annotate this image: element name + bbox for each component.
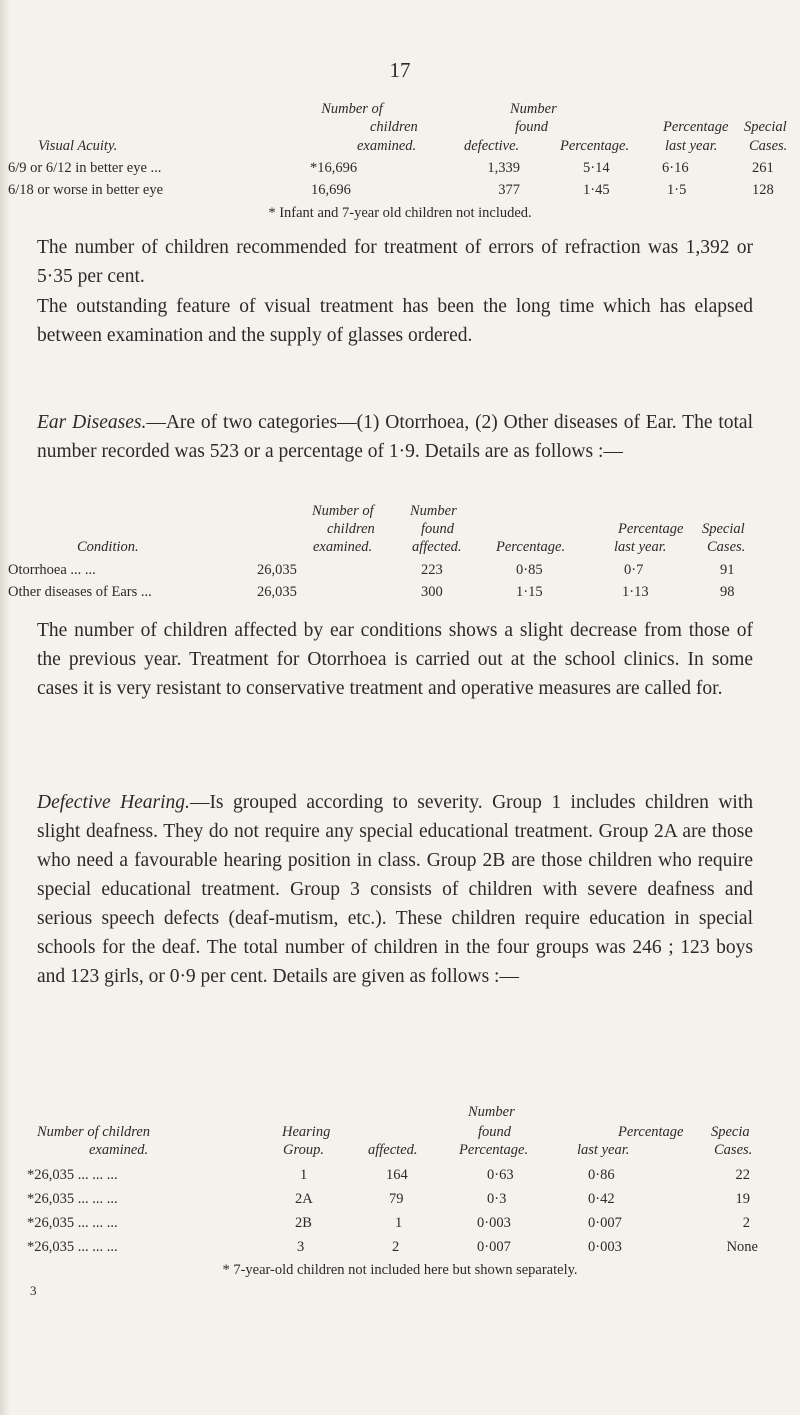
cell-pct: 0·003 (477, 1215, 511, 1231)
row-label: 6/9 or 6/12 in better eye ... (8, 160, 162, 176)
header-found-3: defective. (464, 138, 520, 154)
row-examined: *26,035 ... ... ... (27, 1239, 118, 1255)
cell-pct: 0·63 (487, 1167, 514, 1183)
row-label: Otorrhoea ... ... (8, 562, 96, 578)
ear-text: —Are of two categories—(1) Otorrhoea, (2) Other diseases of Ear. The total number recorded was 523 or a percentage of 1·9. Details are as follows :— (37, 412, 754, 462)
cell-special: 128 (752, 182, 774, 198)
visual-treatment-text: The outstanding feature of visual treatment has been the long time which has elapsed between examination and the supply of glasses ordered. (37, 296, 753, 346)
header-pct: Percentage. (496, 539, 566, 555)
cell-group: 2B (295, 1215, 312, 1231)
header-examined-2: children (370, 119, 418, 135)
refraction-text: The number of children recommended for treatment of errors of refraction was 1,392 or 5·35 per cent. (37, 237, 753, 287)
header-found-2: found (421, 521, 455, 537)
cell-special: 2 (742, 1215, 750, 1231)
header-condition: Condition. (77, 539, 139, 555)
header-found: Number (468, 1104, 515, 1120)
header-examined-2: children (327, 521, 375, 537)
header-visual-acuity: Visual Acuity. (38, 138, 118, 154)
header-special-1: Specia (711, 1124, 750, 1140)
cell-examined: 26,035 (257, 584, 297, 600)
cell-last: 0·86 (588, 1167, 615, 1183)
cell-pct: 1·45 (583, 182, 610, 198)
cell-last: 1·5 (667, 182, 687, 198)
hearing-heading: Defective Hearing. (37, 792, 190, 813)
header-found: Number (510, 101, 557, 117)
cell-pct: 0·3 (487, 1191, 507, 1207)
cell-found: 2 (392, 1239, 400, 1255)
cell-last: 6·16 (662, 160, 689, 176)
row-examined: *26,035 ... ... ... (27, 1167, 118, 1183)
cell-found: 79 (389, 1191, 404, 1207)
hearing-text: —Is grouped according to severity. Group 1 includes children with slight deafness. They do not require any special educational treatment. Group 2A are those who need a favourable hearing position in class. Group 2B are those children who require special educational treatment. Group 3 consists of children with severe deafness and serious speech defects (deaf-mutism, etc.). These children require education in special schools for the deaf. The total number of children in the four groups was 246 ; 123 boys and 123 girls, or 0·9 per cent. Details are given as follows :— (37, 792, 753, 987)
header-found-2: found (515, 119, 549, 135)
header-special-1: Special (744, 119, 787, 135)
cell-special: 261 (752, 160, 774, 176)
header-pct-last-2: last year. (665, 138, 718, 154)
ear-conditions-paragraph (37, 616, 753, 703)
header-special-2: Cases. (707, 539, 746, 555)
ear-heading: Ear Diseases. (37, 412, 147, 433)
cell-found: 1 (395, 1215, 403, 1231)
row-examined: *26,035 ... ... ... (27, 1191, 118, 1207)
header-examined-2: examined. (89, 1142, 149, 1158)
cell-pct: 0·007 (477, 1239, 511, 1255)
header-special-2: Cases. (714, 1142, 753, 1158)
header-examined-3: examined. (313, 539, 373, 555)
header-found-2: found (478, 1124, 512, 1140)
cell-pct: 0·85 (516, 562, 543, 578)
cell-group: 2A (295, 1191, 313, 1207)
cell-special: 19 (735, 1191, 750, 1207)
ear-paragraph (37, 408, 753, 466)
row-label: 6/18 or worse in better eye (8, 182, 164, 198)
cell-found: 300 (421, 584, 443, 600)
cell-found: 164 (386, 1167, 408, 1183)
signature-mark: 3 (30, 1283, 37, 1298)
header-group-2: Group. (283, 1142, 324, 1158)
hearing-footnote: * 7-year-old children not included here but shown separately. (222, 1262, 578, 1278)
header-examined-3: examined. (357, 138, 417, 154)
cell-last: 0·003 (588, 1239, 622, 1255)
cell-last: 1·13 (622, 584, 649, 600)
header-pct: Percentage. (560, 138, 630, 154)
cell-examined: *16,696 (310, 160, 358, 176)
row-examined: *26,035 ... ... ... (27, 1215, 118, 1231)
visual-footnote: * Infant and 7-year old children not included. (268, 205, 532, 221)
cell-special: 22 (735, 1167, 750, 1183)
cell-found: 377 (498, 182, 520, 198)
header-pct-last-1: Percentage (663, 119, 729, 135)
header-special-2: Cases. (749, 138, 788, 154)
header-pct-last-2: last year. (614, 539, 667, 555)
cell-special: 98 (720, 584, 735, 600)
cell-special: None (726, 1239, 758, 1255)
cell-found: 1,339 (487, 160, 520, 176)
header-group: Hearing (282, 1124, 331, 1140)
header-pct-last-2: last year. (577, 1142, 630, 1158)
header-found-3: affected. (368, 1142, 418, 1158)
hearing-paragraph (37, 788, 753, 991)
header-examined: Number of (312, 503, 374, 519)
cell-last: 0·42 (588, 1191, 615, 1207)
cell-pct: 5·14 (583, 160, 610, 176)
header-special-1: Special (702, 521, 745, 537)
refraction-paragraph (37, 233, 753, 291)
cell-examined: 16,696 (311, 182, 351, 198)
cell-found: 223 (421, 562, 443, 578)
header-examined: Number of children (37, 1124, 151, 1140)
cell-last: 0·7 (624, 562, 644, 578)
header-pct-last-1: Percentage (618, 1124, 684, 1140)
cell-group: 1 (300, 1167, 308, 1183)
header-found-3: affected. (412, 539, 462, 555)
cell-group: 3 (297, 1239, 305, 1255)
cell-last: 0·007 (588, 1215, 622, 1231)
cell-special: 91 (720, 562, 735, 578)
row-label: Other diseases of Ears ... (8, 584, 152, 600)
header-found: Number (410, 503, 457, 519)
header-pct: Percentage. (459, 1142, 529, 1158)
cell-pct: 1·15 (516, 584, 543, 600)
ear-conditions-text: The number of children affected by ear conditions shows a slight decrease from those of the previous year. Treatment for Otorrhoea is carried out at the school clinics. In some cases it is very resistant to conservative treatment and operative measures are called for. (37, 620, 753, 699)
visual-treatment-paragraph (37, 292, 753, 350)
cell-examined: 26,035 (257, 562, 297, 578)
header-pct-last-1: Percentage (618, 521, 684, 537)
page-number: 17 (389, 58, 411, 82)
